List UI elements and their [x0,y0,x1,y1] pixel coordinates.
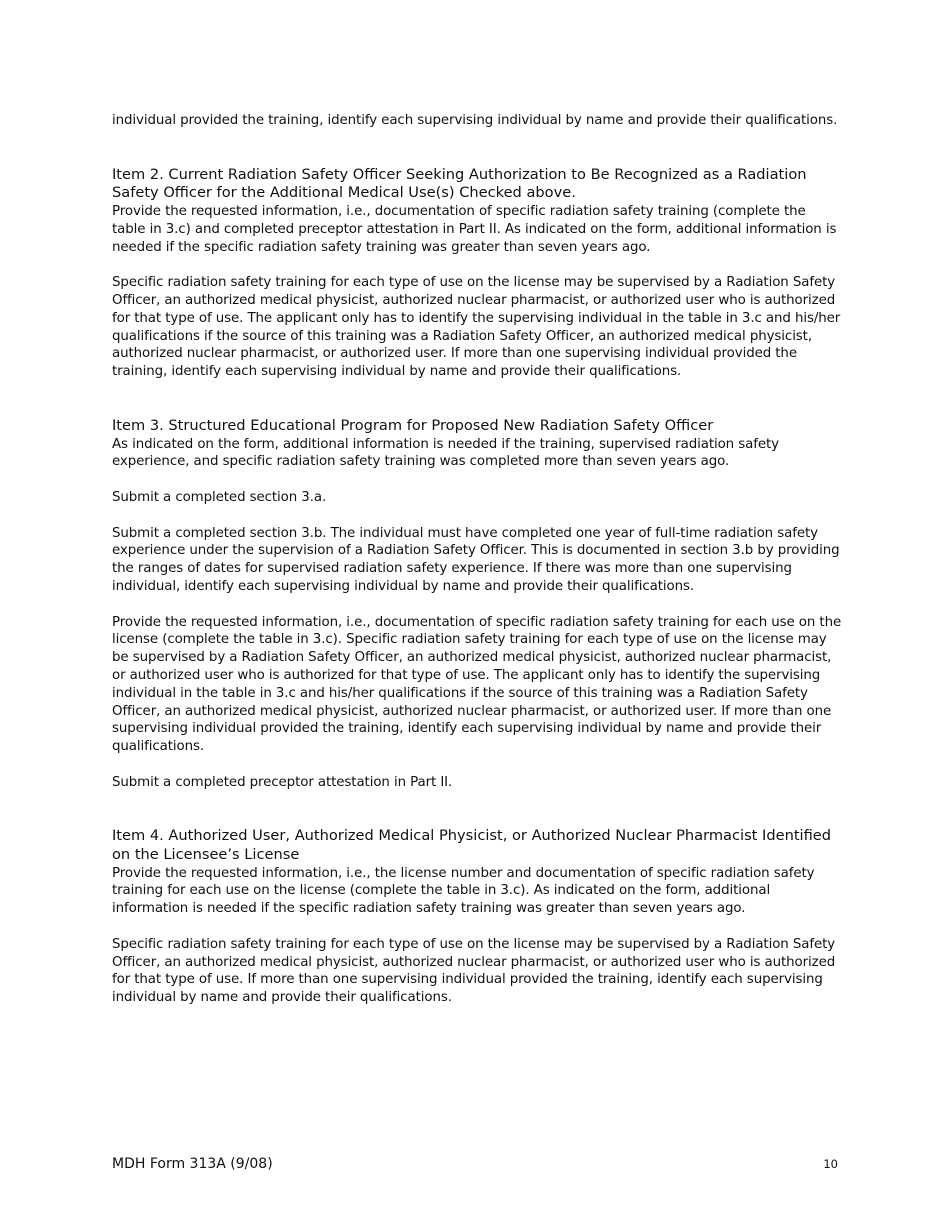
item-4-section [112,827,842,1007]
item-3-paragraph-3: Submit a completed section 3.b. The individual must have completed one year of full-time radiation safety experience under the supervision of a Radiation Safety Officer. This is documented in section 3.b by providing the ranges of dates for supervised radiation safety experience. If there was more than one supervising individual, identify each supervising individual by name and provide their qualifications. [112,525,840,594]
item-2-paragraph-1: Provide the requested information, i.e., documentation of specific radiation safety training (complete the table in 3.c) and completed preceptor attestation in Part II. As indicated on the form, additional information is needed if the specific radiation safety training was greater than seven years ago. [112,203,837,255]
document-body [112,112,842,1007]
item-3-paragraph-5: Submit a completed preceptor attestation in Part II. [112,774,453,790]
item-2-heading: Item 2. Current Radiation Safety Officer Seeking Authorization to Be Recognized as a Radiation Safety Officer for the Additional Medical Use(s) Checked above. [112,165,807,202]
item-3-paragraph-1: As indicated on the form, additional information is needed if the training, supervised radiation safety experience, and specific radiation safety training was completed more than seven years ago. [112,436,779,470]
item-3-section [112,417,842,792]
footer-page-number: 10 [823,1157,838,1171]
item-2-paragraph-2: Specific radiation safety training for each type of use on the license may be supervised by a Radiation Safety Officer, an authorized medical physicist, authorized nuclear pharmacist, or authorized user who is authorized for that type of use. The applicant only has to identify the supervising individual in the table in 3.c and his/her qualifications if the source of this training was a Radiation Safety Officer, an authorized medical physicist, authorized nuclear pharmacist, or authorized user. If more than one supervising individual provided the training, identify each supervising individual by name and provide their qualifications. [112,275,841,380]
intro-continuation: individual provided the training, identify each supervising individual by name and provide their qualifications. [112,113,838,128]
item-4-heading: Item 4. Authorized User, Authorized Medical Physicist, or Authorized Nuclear Pharmacist Identified on the Licensee’s License [112,827,832,864]
item-4-paragraph-2: Specific radiation safety training for each type of use on the license may be supervised by a Radiation Safety Officer, an authorized medical physicist, authorized nuclear pharmacist, or authorized user who is authorized for that type of use. If more than one supervising individual provided the training, identify each supervising individual by name and provide their qualifications. [112,936,836,1006]
item-3-paragraph-2: Submit a completed section 3.a. [112,489,327,505]
footer-form-id: MDH Form 313A (9/08) [112,1156,273,1172]
item-2-section [112,166,842,381]
item-3-heading: Item 3. Structured Educational Program for Proposed New Radiation Safety Officer [112,416,714,434]
item-3-paragraph-4: Provide the requested information, i.e., documentation of specific radiation safety training for each use on the license (complete the table in 3.c). Specific radiation safety training for each type of use on the license may be supervised by a Radiation Safety Officer, an authorized medical physicist, authorized nuclear pharmacist, or authorized user who is authorized for that type of use. The applicant only has to identify the supervising individual in the table in 3.c and his/her qualifications if the source of this training was a Radiation Safety Officer, an authorized medical physicist, authorized nuclear pharmacist, or authorized user. If more than one supervising individual provided the training, identify each supervising individual by name and provide their qualifications. [112,614,842,755]
item-4-paragraph-1: Provide the requested information, i.e., the license number and documentation of specific radiation safety training for each use on the license (complete the table in 3.c). As indicated on the form, additional information is needed if the specific radiation safety training was greater than seven years ago. [112,865,815,917]
